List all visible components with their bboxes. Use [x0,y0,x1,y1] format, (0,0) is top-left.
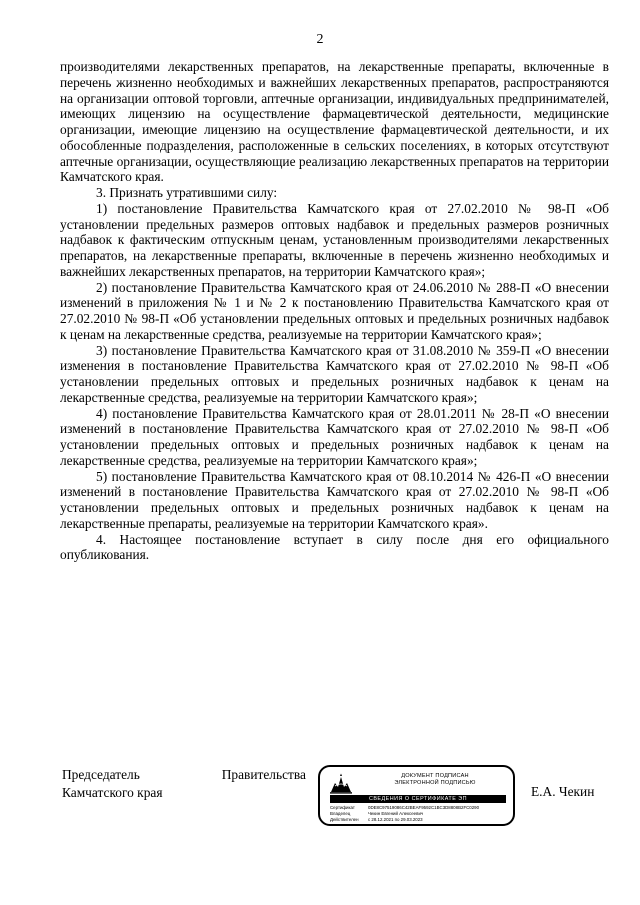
stamp-title-line2: ЭЛЕКТРОННОЙ ПОДПИСЬЮ [394,780,476,786]
coat-of-arms-icon [328,772,354,794]
signatory-position-line2: Камчатского края [62,785,163,800]
paragraph-item-3: 3. Признать утратившими силу: [96,185,278,200]
stamp-certificate-header: СВЕДЕНИЯ О СЕРТИФИКАТЕ ЭП [330,795,506,803]
stamp-row-validity [330,817,508,823]
stamp-row-value: с 28.12.2021 по 29.03.2023 [368,817,423,823]
paragraph-sub-4: 4) постановление Правительства Камчатского края от 28.01.2011 № 28-П «О внесении изменений в постановление Правительства Камчатского края от 27.02.2010 № 98-П «Об установлении предельных оптовых и предельных розничных надбавок к ценам на лекарственные средства, реализуемые на территории Камчатского края»; [60,405,609,468]
signatory-position [62,766,312,802]
page-number: 2 [316,32,324,47]
signatory-title-word1: Председатель [62,767,140,782]
stamp-row-value: 0DE8C97519086C42BEAF9592C1BC3D8808B2FC0290 [368,805,480,810]
signatory-title-word2: Правительства [221,767,306,782]
stamp-row-key: Владелец [330,811,351,817]
stamp-row-key: Действителен [330,817,359,823]
stamp-title [360,773,510,787]
paragraph-continuation: производителями лекарственных препаратов, на лекарственные препараты, включенные в перечень жизненно необходимых и важнейших лекарственных препаратов, распространяются на организации оптовой торговли, аптечные организации, индивидуальных предпринимателей, имеющих лицензию на осуществление фармацевтической деятельности, медицинские организации, имеющие лицензию на осуществление фармацевтической деятельности, и их обособленные подразделения, расположенные в сельских поселениях, в которых отсутствуют аптечные организации, осуществляющие реализацию лекарственных препаратов на территории Камчатского края. [60,59,609,185]
paragraph-item-4: 4. Настоящее постановление вступает в силу после дня его официального опубликования. [60,531,609,563]
electronic-signature-stamp [318,765,515,826]
stamp-certificate-details [330,805,508,824]
paragraph-sub-1: 1) постановление Правительства Камчатского края от 27.02.2010 № 98-П «Об установлении предельных размеров оптовых надбавок и предельных размеров розничных надбавок к фактическим отпускным ценам, установленным производителями лекарственных препаратов, на лекарственные препараты, включенные в перечень жизненно необходимых и важнейших лекарственных препаратов, на территории Камчатского края»; [60,200,609,279]
document-body [60,59,609,563]
paragraph-sub-2: 2) постановление Правительства Камчатского края от 24.06.2010 № 288-П «О внесении изменений в приложения № 1 и № 2 к постановлению Правительства Камчатского края от 27.02.2010 № 98-П «Об установлении предельных оптовых и предельных розничных надбавок к ценам на лекарственные средства, реализуемые на территории Камчатского края»; [60,279,609,342]
signatory-name: Е.А. Чекин [531,784,595,799]
paragraph-sub-5: 5) постановление Правительства Камчатского края от 08.10.2014 № 426-П «О внесении изменений в постановление Правительства Камчатского края от 27.02.2010 № 98-П «Об установлении предельных оптовых и предельных розничных надбавок к ценам на лекарственные препараты, реализуемые на территории Камчатского края». [60,468,609,531]
signatory-position-line1 [62,766,306,784]
stamp-title-line1: ДОКУМЕНТ ПОДПИСАН [401,773,469,779]
paragraph-sub-3: 3) постановление Правительства Камчатского края от 31.08.2010 № 359-П «О внесении изменения в постановление Правительства Камчатского края от 27.02.2010 № 98-П «Об установлении предельных оптовых и предельных розничных надбавок к ценам на лекарственные средства, реализуемые на территории Камчатского края»; [60,342,609,405]
stamp-row-key: Сертификат [330,805,355,810]
stamp-row-value: Чекин Евгений Алексеевич [368,811,424,817]
